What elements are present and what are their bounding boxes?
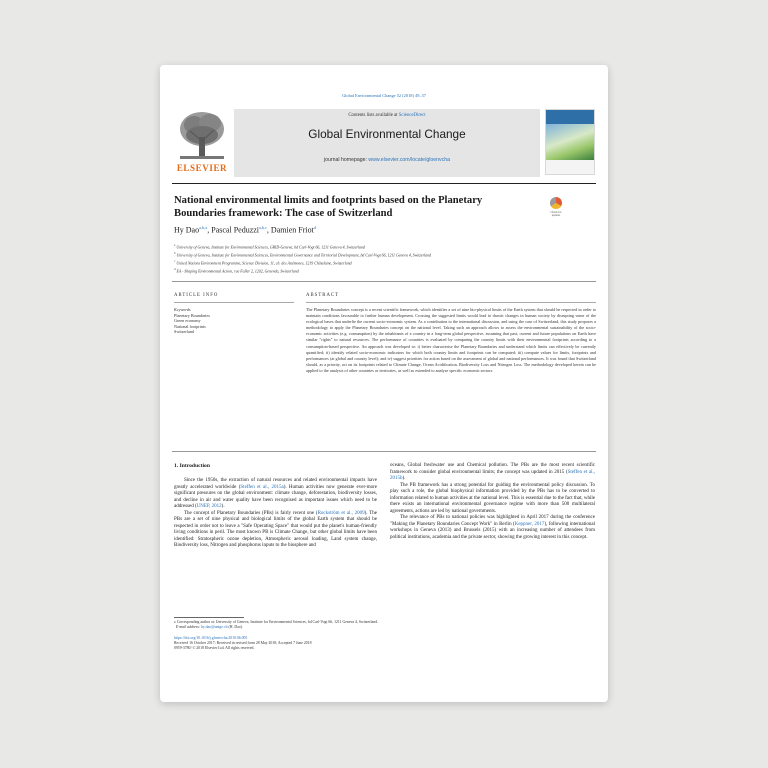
journal-masthead [234,109,540,177]
badge-label: Check for updates [550,211,562,218]
abstract-heading: ABSTRACT [306,293,340,298]
contents-prefix: Contents lists available at [348,113,399,118]
keyword-item: Green economy [174,318,201,324]
journal-reference[interactable]: Global Environmental Change 52 (2018) 49–57 [341,93,427,98]
email-label: E-mail address: [175,625,201,630]
received-dates: Received 16 October 2017; Received in revised form 28 May 2018; Accepted 7 June 2018 [174,641,312,646]
citation-link[interactable]: Rockström et al., 2009 [317,510,365,516]
citation-link[interactable]: Keppner, 2017 [514,521,545,527]
abstract-text: The Planetary Boundaries concept is a recent scientific framework, which identifies a set of nine bio-physical limits of the Earth system that should be respected in order to maintain conditions favourable to further human development. Crossing the suggested limits would lead to drastic changes in human society by disrupting some of the ecological bases that underlie the current socio-economic system. As a contribution to the international discussion, and using the case of Switzerland, this study proposes a methodology to apply the Planetary Boundaries concept on the national level. Taking such an approach allows to assess the environmental sustainability of the socio-economic activities (e.g. consumption) by the inhabitants of a country in a long-term global perspective, assuming that past, current and future populations on Earth have similar "rights" to natural resources. The performance of countries is evaluated by comparing the country limits with their environmental footprints according to a consumption-based perspective. An approach was developed to: i) better characterise the Planetary Boundaries and understand which limits can effectively be currently quantified; ii) identify related socio-economic indicators for which both country limits and footprints can be computed; iii) compute values for limits, footprints and performances (at global and country level); and iv) suggest priorities for action based on the assessment of global and national performances. It was found that Switzerland should, as a priority, act on its footprints related to Climate Change, Ocean Acidification, Biodiversity Loss and Nitrogen Loss. The methodology developed herein can be applied to the analysis of other countries or territories, as well as extended to analyse specific economic sectors. [306,307,596,373]
tree-illustration-icon [172,109,232,163]
sciencedirect-link[interactable]: ScienceDirect [398,113,426,118]
article-info-rule [174,302,294,303]
homepage-prefix: journal homepage: [323,157,369,163]
author-list: Hy Dao$^{a,b,⁎}$, Pascal Peduzzi$^{a,b,c}$, Damien Friot$^d$ [174,225,316,235]
publication-info [174,636,594,652]
body-column-right [390,463,595,542]
keywords-block [174,307,210,335]
affiliation-text: EA - Shaping Environmental Action, rue Faller 2, 1202, Genevda, Switzerland [176,269,299,274]
text-run: ). [221,504,225,510]
body-paragraph [390,515,595,541]
paper-page [160,65,608,702]
article-title: National environmental limits and footprints based on the Planetary Boundaries framework: The case of Switzerland [174,195,483,219]
affiliation-item [174,267,594,275]
footnote-email-line [174,625,594,630]
keyword-item: Planetary Boundaries [174,312,210,318]
affiliation-text: United Nations Environment Programme, Science Division, 11, ch. des Anémones, 1219 Châtelaine, Switzerland [176,261,352,266]
affiliation-text: University of Geneva, Institute for Environmental Sciences, GRID-Geneva, bd Carl-Vogt 66, 1211 Geneva 4, Switzerland [176,245,365,250]
keywords-heading: Keywords [174,307,191,312]
affiliation-mark: d [174,267,176,272]
text-run: The relevance of PBs to national policies was highlighted in April 2017 during the conference "Making the Planetary Boundaries Concept Work" in Berlin ( [390,515,595,527]
text-run: oceans, Global freshwater use and Chemical pollution. The PBs are the most recent scientific framework to consider global environmental limits; the concept was updated in 2015 ( [390,463,595,475]
affiliation-mark: a [174,243,176,247]
section-divider [172,281,596,282]
affiliation-mark: b [174,251,176,256]
check-for-updates-badge[interactable] [546,197,566,223]
author-marks[interactable]: a,b,c [259,225,267,230]
text-run: The concept of Planetary Boundaries (PBs) is fairly recent one ( [184,510,318,516]
author-marks[interactable]: d [313,225,316,230]
text-run: Since the 1950s, the extraction of natural resources and related environmental impacts have greatly accelerated worldwide ( [174,478,377,490]
keyword-item: Switzerland [174,329,195,335]
footnote-rule [174,617,244,618]
citation-link[interactable]: UNEP, 2012 [196,504,222,510]
corresponding-author-footnote [174,620,594,630]
author-name[interactable]: Hy Dao [174,225,200,235]
author-marks[interactable]: a,b,⁎ [199,225,208,230]
text-run: ), following international workshops in Geneva (2013) and Brussels (2015) with an increasing number of attendees from political institutions, academia and the private sector, showing the growing interest in this concept. [390,521,595,541]
cover-header [546,110,594,124]
contents-line [234,113,540,118]
homepage-url-link[interactable]: www.elsevier.com/locate/gloenvcha [368,157,451,163]
body-paragraph: The PB framework has a strong potential for guiding the environmental policy discussion. To play such a role, the global biophysical information provided by the PBs has to be converted to information related to human activities at the national level. This is essential due to the fact that, while there exists an international environmental governance regime with more than 500 multilateral agreements, actions are led by national governments. [390,482,595,514]
body-paragraph [174,511,377,550]
crossmark-icon [550,197,562,209]
keyword-item: National footprints [174,323,206,329]
abstract-rule [306,302,596,303]
citation-link[interactable]: Steffen et al., 2015a [240,484,284,490]
affiliation-item [174,251,594,259]
copyright-line: 0959-3780/ © 2018 Elsevier Ltd. All rights reserved. [174,646,255,651]
doi-link[interactable]: https://doi.org/10.1016/j.gloenvcha.2018.06.005 [174,636,248,640]
body-paragraph [390,463,595,483]
body-paragraph [174,478,377,511]
elsevier-logo[interactable] [172,109,232,181]
citation-link[interactable]: Steffen et al., 2015b [390,469,595,482]
footnote-line: ⁎ Corresponding author at: University of Geneva, Institute for Environmental Sciences, bd Carl-Vogt 66, 1211 Geneva 4, Switzerland. [174,620,378,624]
journal-homepage [234,157,540,163]
affiliations [174,243,594,275]
text-run: ). The PBs are a set of nine physical and biological limits of the global Earth system that should be respected in order not to leave a "Safe Operating Space" that would put the planet's human-friendly living conditions in peril. The most known PB is Climate Change, but other global limits have been identified: Stratospheric ozone depletion, Atmospheric aerosol loading, Land system change, Biodiversity loss, Nitrogen and phosphorus inputs to the biosphere and [174,510,377,549]
author-name[interactable]: Pascal Peduzzi [211,225,260,235]
header-divider [172,183,596,184]
text-run: ). [402,476,406,482]
affiliation-item [174,243,594,251]
text-run: ). Human activities now generate ever-more significant pressures on the global environment: climate change, deforestation, biodiversity losses, and decline in air and water quality have been recognised as important issues which need to be addressed ( [174,484,377,510]
journal-title[interactable]: Global Environmental Change [308,127,466,141]
email-link[interactable]: hy.dao@unige.ch [201,625,228,630]
journal-cover-image[interactable] [545,109,595,175]
affiliation-text: University of Geneva, Institute for Environmental Sciences, Environmental Governance and Territorial Development, bd Carl-Vogt 66, 1211 Geneva 4, Switzerland [176,253,432,258]
publisher-logo-text: ELSEVIER [176,163,228,173]
author-name[interactable]: Damien Friot [270,225,314,235]
cover-footer [546,160,594,174]
email-suffix: (H. Dao). [227,625,243,630]
abstract-divider [172,451,596,452]
affiliation-item [174,259,594,267]
affiliation-mark: c [174,259,176,264]
cover-artwork [546,124,594,160]
article-info-heading: ARTICLE INFO [174,293,219,298]
body-column-left [174,478,377,550]
introduction-heading: 1. Introduction [174,463,210,469]
